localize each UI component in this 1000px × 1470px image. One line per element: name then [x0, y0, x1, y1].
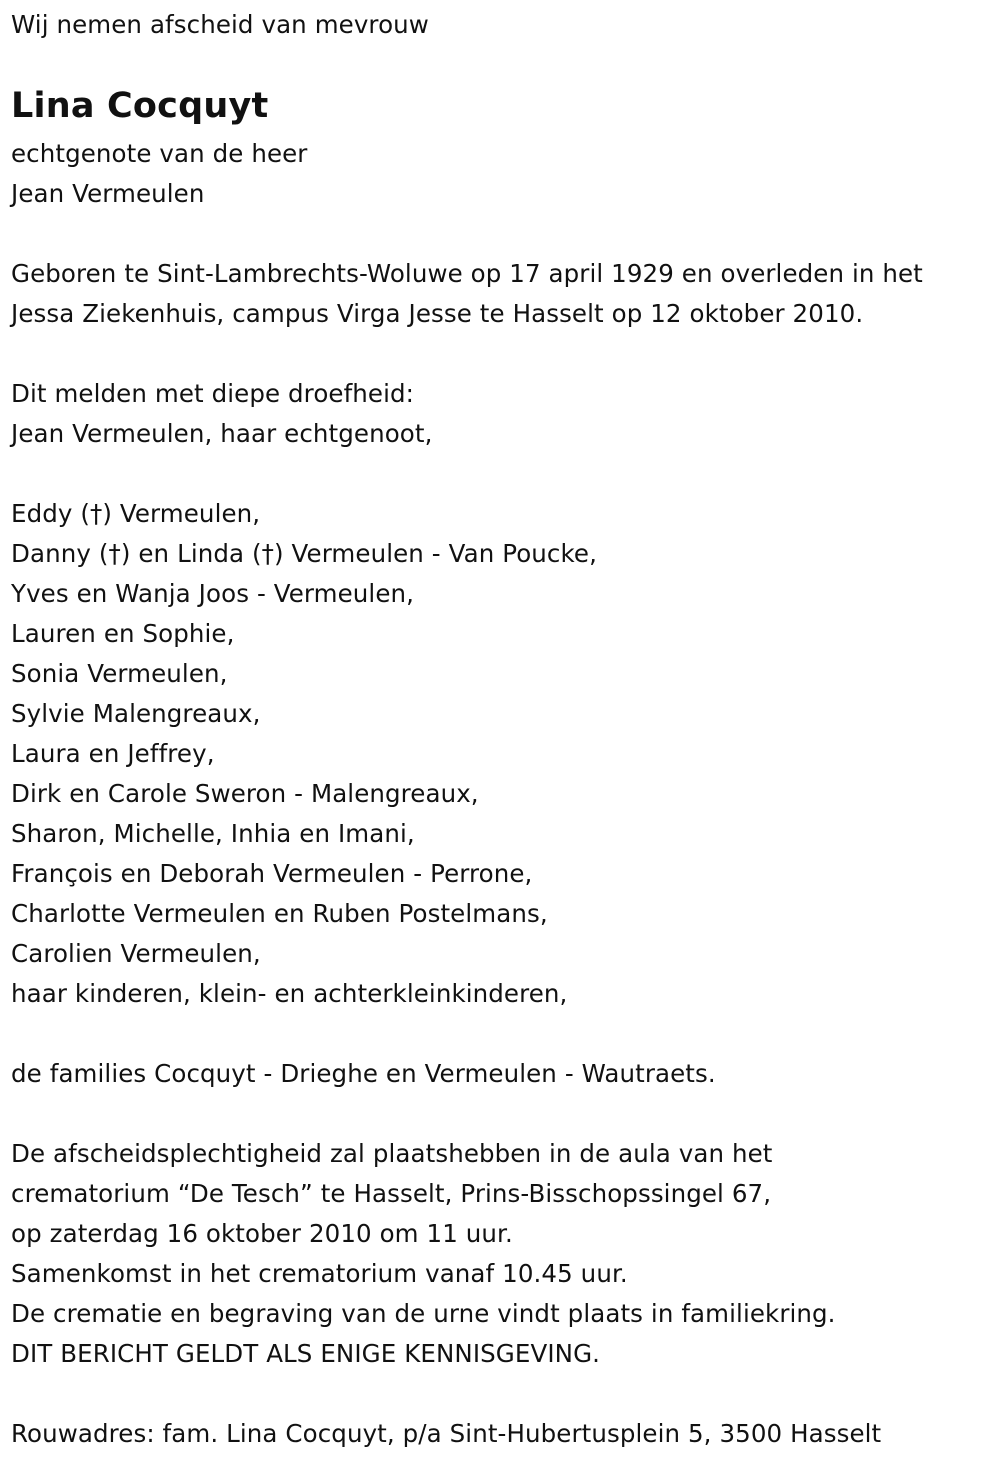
ceremony-line: op zaterdag 16 oktober 2010 om 11 uur. — [11, 1219, 513, 1248]
birth-death-line: Jessa Ziekenhuis, campus Virga Jesse te Hasselt op 12 oktober 2010. — [11, 299, 864, 328]
deceased-name: Lina Cocquyt — [11, 86, 269, 126]
spouse-line-2: Jean Vermeulen — [11, 179, 205, 208]
birth-death-line: Geboren te Sint-Lambrechts-Woluwe op 17 april 1929 en overleden in het — [11, 259, 923, 288]
family-line: Sonia Vermeulen, — [11, 659, 228, 688]
ceremony-line: Samenkomst in het crematorium vanaf 10.45 uur. — [11, 1259, 628, 1288]
family-line: Lauren en Sophie, — [11, 619, 235, 648]
ceremony-line: De crematie en begraving van de urne vindt plaats in familiekring. — [11, 1299, 836, 1328]
family-line: Sylvie Malengreaux, — [11, 699, 261, 728]
family-line: Laura en Jeffrey, — [11, 739, 215, 768]
family-line: Carolien Vermeulen, — [11, 939, 261, 968]
mourning-address: Rouwadres: fam. Lina Cocquyt, p/a Sint-Hubertusplein 5, 3500 Hasselt — [11, 1419, 882, 1448]
ceremony-line: crematorium “De Tesch” te Hasselt, Prins-Bisschopssingel 67, — [11, 1179, 772, 1208]
family-line: Dirk en Carole Sweron - Malengreaux, — [11, 779, 479, 808]
spouse-mourner: Jean Vermeulen, haar echtgenoot, — [11, 419, 433, 448]
ceremony-line: DIT BERICHT GELDT ALS ENIGE KENNISGEVING. — [11, 1339, 601, 1368]
family-line: Sharon, Michelle, Inhia en Imani, — [11, 819, 415, 848]
family-line: Danny (†) en Linda (†) Vermeulen - Van Poucke, — [11, 539, 597, 568]
ceremony-line: De afscheidsplechtigheid zal plaatshebben in de aula van het — [11, 1139, 773, 1168]
family-line: Eddy (†) Vermeulen, — [11, 499, 261, 528]
families-line: de families Cocquyt - Drieghe en Vermeulen - Wautraets. — [11, 1059, 716, 1088]
family-line: Charlotte Vermeulen en Ruben Postelmans, — [11, 899, 548, 928]
family-line: Yves en Wanja Joos - Vermeulen, — [11, 579, 415, 608]
family-line: François en Deborah Vermeulen - Perrone, — [11, 859, 533, 888]
family-line: haar kinderen, klein- en achterkleinkinderen, — [11, 979, 568, 1008]
intro-text: Wij nemen afscheid van mevrouw — [11, 10, 429, 39]
announcers-heading: Dit melden met diepe droefheid: — [11, 379, 415, 408]
spouse-line-1: echtgenote van de heer — [11, 139, 308, 168]
